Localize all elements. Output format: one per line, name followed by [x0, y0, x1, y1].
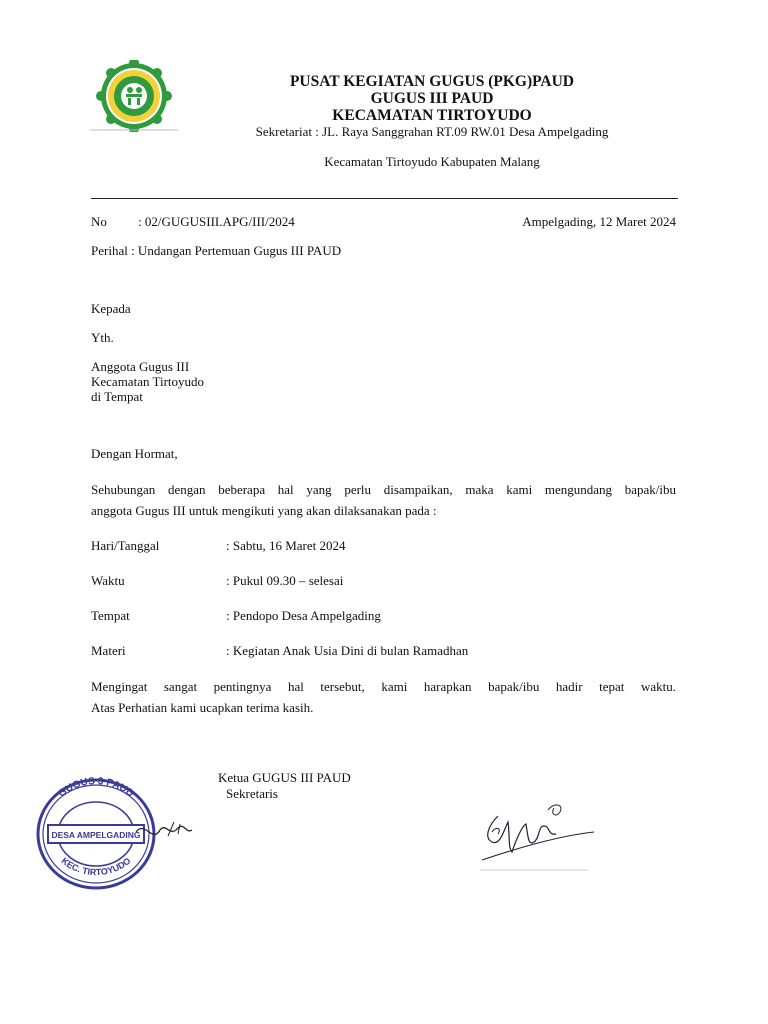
recipient-line-2: Kecamatan Tirtoyudo [91, 374, 205, 389]
header-title-3: KECAMATAN TIRTOYUDO [332, 107, 532, 124]
recipient-line-3: di Tempat [91, 389, 143, 404]
header-address-1: Sekretariat : JL. Raya Sanggrahan RT.09 RW.01 Desa Ampelgading [255, 124, 609, 139]
organization-logo [90, 60, 178, 132]
letter-place-date: Ampelgading, 12 Maret 2024 [522, 214, 676, 229]
svg-text:DESA AMPELGADING: DESA AMPELGADING [51, 830, 141, 840]
recipient-yth: Yth. [91, 330, 114, 345]
paragraph-1-line-2: anggota Gugus III untuk mengikuti yang akan dilaksanakan pada : [91, 503, 437, 518]
letter-number-value: : 02/GUGUSIII.APG/III/2024 [138, 214, 295, 229]
detail-label: Tempat [91, 608, 130, 623]
detail-label: Materi [91, 643, 126, 658]
header-title-1: PUSAT KEGIATAN GUGUS (PKG)PAUD [289, 73, 575, 90]
header-divider [91, 198, 678, 199]
svg-text:KEC. TIRTOYUDO: KEC. TIRTOYUDO [59, 855, 133, 878]
header-title-2: GUGUS III PAUD [370, 90, 494, 107]
closing-line-2: Atas Perhatian kami ucapkan terima kasih. [91, 700, 314, 715]
chair-title: Ketua GUGUS III PAUD [218, 770, 351, 785]
greeting: Dengan Hormat, [91, 446, 178, 461]
svg-text:GUGUS 3 PAUD: GUGUS 3 PAUD [56, 775, 136, 800]
header-address-2: Kecamatan Tirtoyudo Kabupaten Malang [324, 154, 540, 169]
detail-value: : Pukul 09.30 – selesai [226, 573, 344, 588]
detail-value: : Sabtu, 16 Maret 2024 [226, 538, 346, 553]
official-stamp [28, 772, 198, 890]
secretary-signature [478, 796, 598, 872]
detail-label: Waktu [91, 573, 125, 588]
detail-value: : Pendopo Desa Ampelgading [226, 608, 381, 623]
paragraph-1-line-1: Sehubungan dengan beberapa hal yang perlu disampaikan, maka kami mengundang bapak/ibu [91, 482, 676, 497]
letter-subject: Perihal : Undangan Pertemuan Gugus III PAUD [91, 243, 342, 258]
recipient-line-1: Anggota Gugus III [91, 359, 190, 374]
detail-label: Hari/Tanggal [91, 538, 160, 553]
closing-line-1: Mengingat sangat pentingnya hal tersebut, kami harapkan bapak/ibu hadir tepat waktu. [91, 679, 676, 694]
detail-value: : Kegiatan Anak Usia Dini di bulan Ramadhan [226, 643, 469, 658]
secretary-title: Sekretaris [226, 786, 278, 801]
recipient-kepada: Kepada [91, 301, 131, 316]
letter-number-label: No [91, 214, 107, 229]
